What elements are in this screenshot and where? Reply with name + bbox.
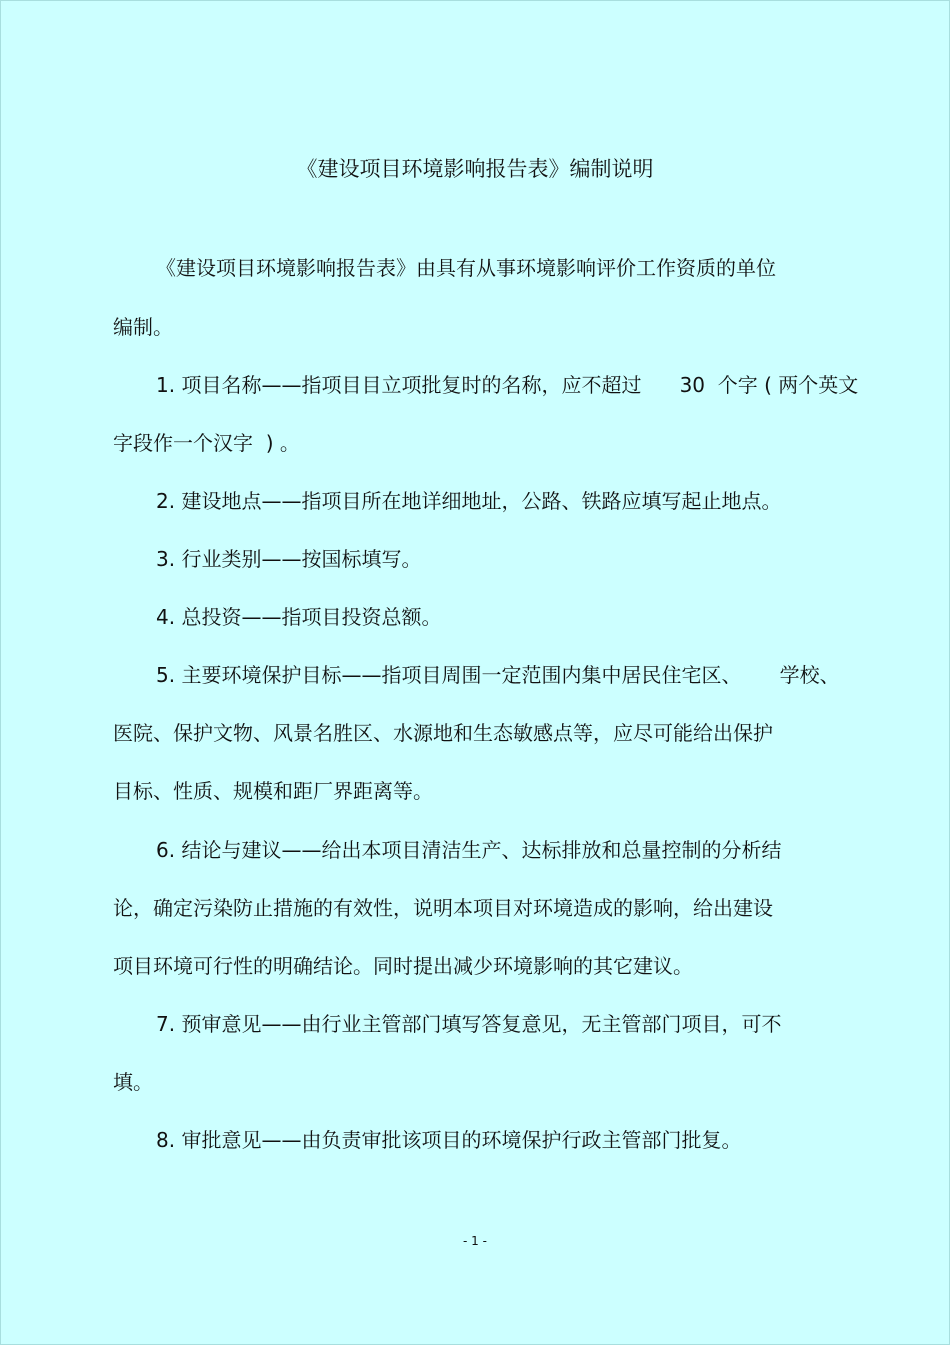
- item-5-line-3: 目标、性质、规模和距厂界距离等。: [113, 779, 433, 803]
- item-7-line-2: 填。: [113, 1070, 153, 1094]
- item-6-line-2: 论，确定污染防止措施的有效性，说明本项目对环境造成的影响，给出建设: [113, 896, 773, 920]
- intro-line-2: 编制。: [113, 315, 173, 339]
- page-number: - 1 -: [463, 1234, 487, 1248]
- item-6-line-1: 6. 结论与建议——给出本项目清洁生产、达标排放和总量控制的分析结: [156, 838, 782, 862]
- item-8-line-1: 8. 审批意见——由负责审批该项目的环境保护行政主管部门批复。: [156, 1128, 742, 1152]
- item-4-line-1: 4. 总投资——指项目投资总额。: [156, 605, 442, 629]
- item-6-line-3: 项目环境可行性的明确结论。同时提出减少环境影响的其它建议。: [113, 954, 693, 978]
- item-1-line-2: 字段作一个汉字 ) 。: [113, 431, 300, 455]
- document-title: 《建设项目环境影响报告表》编制说明: [296, 157, 654, 181]
- item-3-line-1: 3. 行业类别——按国标填写。: [156, 547, 422, 571]
- item-1-line-1: 1. 项目名称——指项目目立项批复时的名称，应不超过 30 个字 ( 两个英文: [156, 373, 859, 397]
- item-2-line-1: 2. 建设地点——指项目所在地详细地址，公路、铁路应填写起止地点。: [156, 489, 782, 513]
- item-5-line-1: 5. 主要环境保护目标——指项目周围一定范围内集中居民住宅区、 学校、: [156, 663, 840, 687]
- intro-line-1: 《建设项目环境影响报告表》由具有从事环境影响评价工作资质的单位: [156, 256, 776, 280]
- item-5-line-2: 医院、保护文物、风景名胜区、水源地和生态敏感点等，应尽可能给出保护: [113, 721, 773, 745]
- item-7-line-1: 7. 预审意见——由行业主管部门填写答复意见，无主管部门项目，可不: [156, 1012, 782, 1036]
